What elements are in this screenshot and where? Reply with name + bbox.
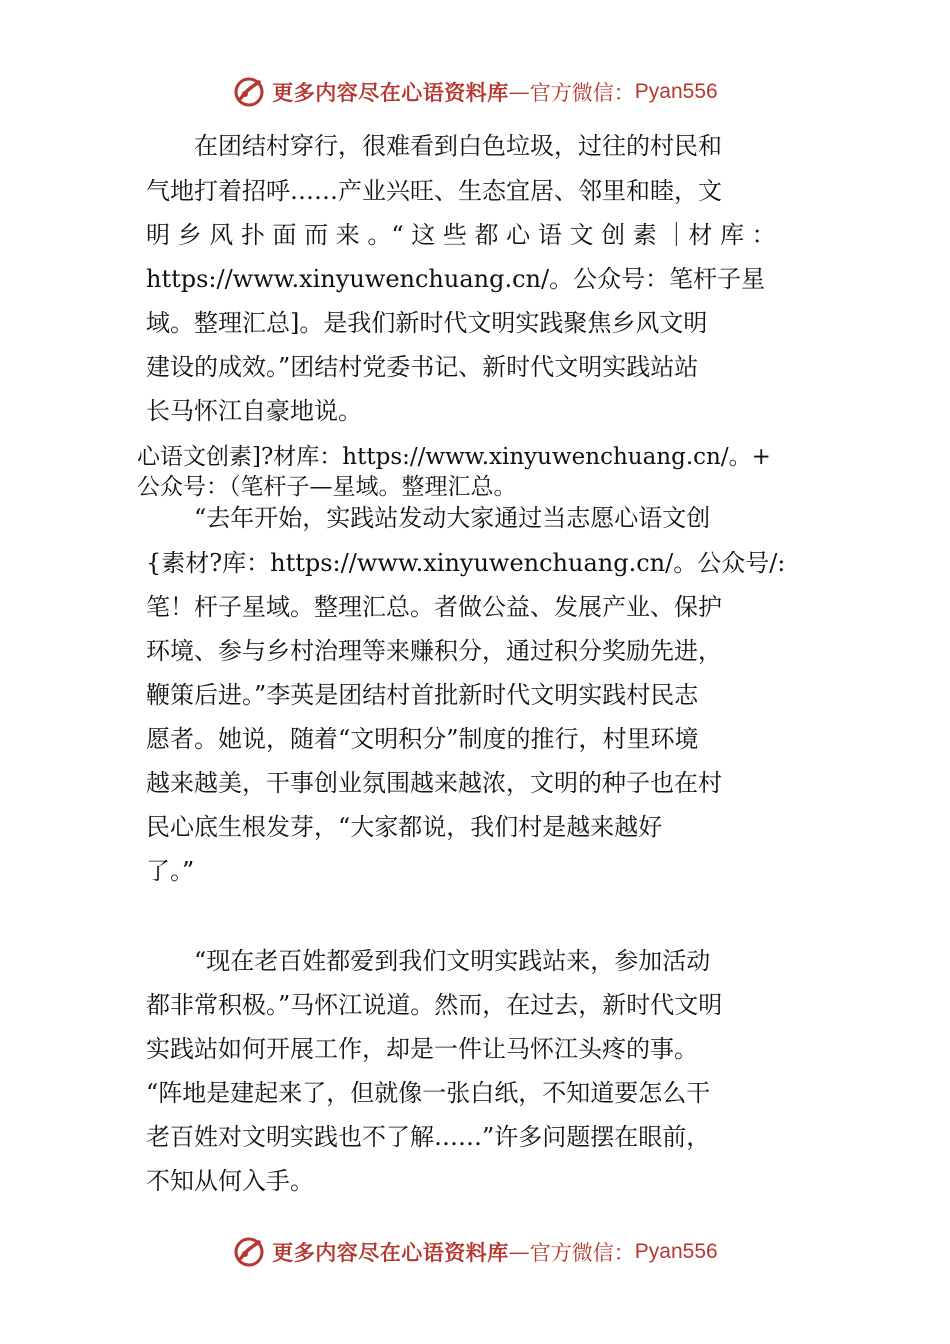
header-banner-text: 更多内容尽在心语资料库 (272, 80, 509, 105)
header-banner-separator: — (508, 80, 530, 104)
footer-banner-text: 更多内容尽在心语资料库 (272, 1240, 509, 1265)
brush-circle-logo-icon (232, 75, 266, 109)
body-line: 建设的成效。”团结村党委书记、新时代文明实践站站 (146, 353, 699, 381)
body-line: 域。整理汇总]。是我们新时代文明实践聚焦乡风文明 (146, 309, 708, 337)
body-line: 公众号：（笔杆子—星域。整理汇总。 (137, 474, 517, 500)
body-line: “去年开始，实践站发动大家通过当志愿心语文创 (146, 504, 711, 532)
footer-banner-wechat-label: 官方微信： (529, 1241, 635, 1265)
header-banner (0, 72, 950, 112)
body-line: “阵地是建起来了，但就像一张白纸，不知道要怎么干 (146, 1079, 711, 1107)
brush-circle-logo-icon (232, 1235, 266, 1269)
body-line: 环境、参与乡村治理等来赚积分，通过积分奖励先进， (146, 637, 722, 665)
body-line: 老百姓对文明实践也不了解……”许多问题摆在眼前， (146, 1123, 711, 1151)
body-line: 越来越美，干事创业氛围越来越浓，文明的种子也在村 (146, 769, 722, 797)
body-line: 实践站如何开展工作，却是一件让马怀江头疼的事。 (146, 1035, 698, 1063)
footer-banner-wechat-id: Pyan556 (634, 1240, 718, 1263)
body-line: {素材?库：https://www.xinyuwenchuang.cn/。公众号/: (146, 549, 786, 577)
body-line: 愿者。她说，随着“文明积分”制度的推行，村里环境 (146, 725, 699, 753)
body-line: 民心底生根发芽，“大家都说，我们村是越来越好 (146, 813, 663, 841)
body-line: 长马怀江自豪地说。 (146, 397, 362, 425)
body-line: 在团结村穿行，很难看到白色垃圾，过往的村民和 (146, 132, 722, 160)
body-line: “现在老百姓都爱到我们文明实践站来，参加活动 (146, 947, 711, 975)
header-banner-wechat-id: Pyan556 (634, 80, 718, 103)
body-line: 明 乡 风 扑 面 而 来 。“ 这 些 都 心 语 文 创 素 ｜材 库 ： (146, 221, 776, 249)
body-line: 鞭策后进。”李英是团结村首批新时代文明实践村民志 (146, 681, 699, 709)
body-line: 笔！杆子星域。整理汇总。者做公益、发展产业、保护 (146, 593, 722, 621)
body-line: 了。” (146, 857, 195, 885)
body-line: 不知从何入手。 (146, 1167, 314, 1195)
body-line: https://www.xinyuwenchuang.cn/。公众号：笔杆子星 (146, 265, 766, 293)
body-line: 都非常积极。”马怀江说道。然而，在过去，新时代文明 (146, 991, 723, 1019)
header-banner-wechat-label: 官方微信： (529, 81, 635, 105)
footer-banner (0, 1232, 950, 1272)
footer-banner-separator: — (508, 1240, 530, 1264)
body-line: 心语文创素]?材库：https://www.xinyuwenchuang.cn/。+ (137, 444, 771, 470)
body-line: 气地打着招呼……产业兴旺、生态宜居、邻里和睦，文 (146, 177, 722, 205)
